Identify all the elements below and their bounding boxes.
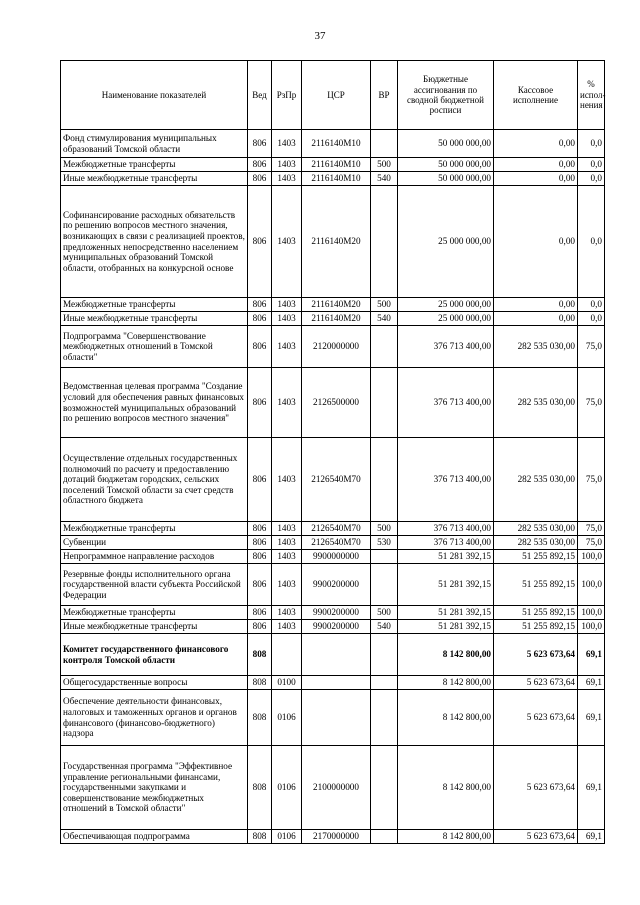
cell-csr: 2100000000 <box>302 746 371 830</box>
cell-cash: 51 255 892,15 <box>494 550 578 564</box>
cell-rzpr: 0106 <box>272 690 302 746</box>
cell-cash: 282 535 030,00 <box>494 522 578 536</box>
table-row <box>61 830 605 844</box>
cell-name: Межбюджетные трансферты <box>61 522 248 536</box>
header-vr: ВР <box>371 61 398 130</box>
table-row <box>61 620 605 634</box>
cell-name: Обеспечивающая подпрограмма <box>61 830 248 844</box>
cell-rzpr: 1403 <box>272 438 302 522</box>
cell-csr: 2116140М20 <box>302 298 371 312</box>
cell-csr: 2116140М20 <box>302 186 371 298</box>
cell-vr: 530 <box>371 536 398 550</box>
cell-percent: 0,0 <box>578 172 605 186</box>
cell-cash: 282 535 030,00 <box>494 536 578 550</box>
cell-vr <box>371 550 398 564</box>
cell-csr: 2116140М10 <box>302 172 371 186</box>
cell-cash: 5 623 673,64 <box>494 634 578 676</box>
table-row <box>61 550 605 564</box>
cell-csr: 9900000000 <box>302 550 371 564</box>
cell-name: Общегосударственные вопросы <box>61 676 248 690</box>
header-budget: Бюджетные ассигнования по сводной бюджетной росписи <box>398 61 494 130</box>
header-csr: ЦСР <box>302 61 371 130</box>
cell-name: Иные межбюджетные трансферты <box>61 172 248 186</box>
cell-ved: 806 <box>248 620 272 634</box>
cell-vr <box>371 438 398 522</box>
cell-csr: 9900200000 <box>302 606 371 620</box>
cell-ved: 808 <box>248 634 272 676</box>
cell-cash: 0,00 <box>494 130 578 158</box>
cell-csr: 2126540М70 <box>302 536 371 550</box>
cell-vr: 500 <box>371 606 398 620</box>
cell-percent: 69,1 <box>578 634 605 676</box>
table-row <box>61 312 605 326</box>
cell-rzpr: 1403 <box>272 564 302 606</box>
cell-rzpr: 1403 <box>272 536 302 550</box>
cell-budget: 25 000 000,00 <box>398 298 494 312</box>
cell-budget: 50 000 000,00 <box>398 158 494 172</box>
cell-cash: 51 255 892,15 <box>494 606 578 620</box>
cell-percent: 75,0 <box>578 536 605 550</box>
cell-vr: 500 <box>371 158 398 172</box>
cell-csr: 2126540М70 <box>302 522 371 536</box>
cell-name: Субвенции <box>61 536 248 550</box>
cell-ved: 806 <box>248 438 272 522</box>
cell-ved: 808 <box>248 690 272 746</box>
cell-ved: 806 <box>248 606 272 620</box>
cell-ved: 806 <box>248 326 272 368</box>
cell-cash: 282 535 030,00 <box>494 326 578 368</box>
cell-rzpr: 1403 <box>272 312 302 326</box>
cell-vr: 500 <box>371 522 398 536</box>
table-row <box>61 298 605 312</box>
cell-budget: 8 142 800,00 <box>398 634 494 676</box>
header-name: Наименование показателей <box>61 61 248 130</box>
cell-budget: 376 713 400,00 <box>398 536 494 550</box>
cell-cash: 51 255 892,15 <box>494 564 578 606</box>
cell-name: Подпрограмма "Совершенствование межбюджетных отношений в Томской области" <box>61 326 248 368</box>
cell-budget: 51 281 392,15 <box>398 550 494 564</box>
cell-vr <box>371 690 398 746</box>
cell-ved: 806 <box>248 368 272 438</box>
cell-csr: 2120000000 <box>302 326 371 368</box>
cell-ved: 806 <box>248 298 272 312</box>
cell-rzpr: 1403 <box>272 130 302 158</box>
cell-percent: 100,0 <box>578 606 605 620</box>
cell-name: Фонд стимулирования муниципальных образований Томской области <box>61 130 248 158</box>
cell-csr <box>302 676 371 690</box>
cell-budget: 51 281 392,15 <box>398 606 494 620</box>
cell-budget: 51 281 392,15 <box>398 564 494 606</box>
cell-csr: 2126500000 <box>302 368 371 438</box>
cell-percent: 75,0 <box>578 522 605 536</box>
cell-name: Межбюджетные трансферты <box>61 298 248 312</box>
cell-rzpr: 1403 <box>272 298 302 312</box>
cell-ved: 806 <box>248 522 272 536</box>
cell-percent: 69,1 <box>578 830 605 844</box>
cell-budget: 376 713 400,00 <box>398 326 494 368</box>
table-row <box>61 326 605 368</box>
cell-name: Непрограммное направление расходов <box>61 550 248 564</box>
cell-csr: 2116140М10 <box>302 130 371 158</box>
cell-name: Осуществление отдельных государственных полномочий по расчету и предоставлению дотаций бюджетам городских, сельских поселений Томской области за счет средств областного бюджета <box>61 438 248 522</box>
table-row <box>61 158 605 172</box>
cell-budget: 376 713 400,00 <box>398 522 494 536</box>
cell-percent: 75,0 <box>578 368 605 438</box>
cell-cash: 51 255 892,15 <box>494 620 578 634</box>
cell-ved: 806 <box>248 130 272 158</box>
cell-ved: 806 <box>248 312 272 326</box>
cell-csr: 2126540М70 <box>302 438 371 522</box>
cell-ved: 806 <box>248 564 272 606</box>
cell-percent: 100,0 <box>578 550 605 564</box>
cell-ved: 806 <box>248 550 272 564</box>
cell-percent: 100,0 <box>578 564 605 606</box>
cell-rzpr: 0106 <box>272 830 302 844</box>
cell-cash: 0,00 <box>494 172 578 186</box>
cell-rzpr: 1403 <box>272 368 302 438</box>
table-row <box>61 186 605 298</box>
cell-ved: 808 <box>248 746 272 830</box>
cell-budget: 51 281 392,15 <box>398 620 494 634</box>
cell-budget: 376 713 400,00 <box>398 368 494 438</box>
cell-csr: 2170000000 <box>302 830 371 844</box>
cell-rzpr: 0100 <box>272 676 302 690</box>
cell-percent: 75,0 <box>578 438 605 522</box>
cell-percent: 69,1 <box>578 746 605 830</box>
cell-vr: 500 <box>371 298 398 312</box>
cell-vr <box>371 634 398 676</box>
cell-name: Государственная программа "Эффективное управление региональными финансами, государственными закупками и совершенствование межбюджетных отношений в Томской области" <box>61 746 248 830</box>
cell-ved: 806 <box>248 158 272 172</box>
cell-cash: 0,00 <box>494 312 578 326</box>
table-row <box>61 438 605 522</box>
cell-name: Комитет государственного финансового контроля Томской области <box>61 634 248 676</box>
table-row <box>61 536 605 550</box>
budget-execution-table <box>60 60 605 844</box>
cell-name: Ведомственная целевая программа "Создание условий для обеспечения равных финансовых возможностей муниципальных образований по решению вопросов местного значения" <box>61 368 248 438</box>
cell-csr <box>302 634 371 676</box>
table-row <box>61 130 605 158</box>
cell-rzpr: 1403 <box>272 158 302 172</box>
table-row <box>61 606 605 620</box>
header-ved: Вед <box>248 61 272 130</box>
cell-cash: 5 623 673,64 <box>494 690 578 746</box>
cell-budget: 25 000 000,00 <box>398 312 494 326</box>
cell-ved: 806 <box>248 536 272 550</box>
cell-name: Иные межбюджетные трансферты <box>61 620 248 634</box>
cell-rzpr: 1403 <box>272 186 302 298</box>
header-percent: % испол-нения <box>578 61 605 130</box>
cell-vr <box>371 676 398 690</box>
cell-ved: 808 <box>248 676 272 690</box>
cell-percent: 69,1 <box>578 690 605 746</box>
cell-percent: 0,0 <box>578 298 605 312</box>
cell-rzpr <box>272 634 302 676</box>
cell-name: Обеспечение деятельности финансовых, налоговых и таможенных органов и органов финансового (финансово-бюджетного) надзора <box>61 690 248 746</box>
cell-vr: 540 <box>371 620 398 634</box>
cell-vr <box>371 186 398 298</box>
cell-ved: 806 <box>248 186 272 298</box>
cell-budget: 8 142 800,00 <box>398 690 494 746</box>
table-row <box>61 676 605 690</box>
cell-csr <box>302 690 371 746</box>
cell-vr <box>371 326 398 368</box>
cell-rzpr: 1403 <box>272 522 302 536</box>
cell-name: Межбюджетные трансферты <box>61 606 248 620</box>
cell-percent: 0,0 <box>578 312 605 326</box>
header-cash: Кассовое исполнение <box>494 61 578 130</box>
cell-budget: 8 142 800,00 <box>398 746 494 830</box>
cell-cash: 282 535 030,00 <box>494 438 578 522</box>
cell-budget: 8 142 800,00 <box>398 676 494 690</box>
cell-name: Софинансирование расходных обязательств по решению вопросов местного значения, возникающих в связи с реализацией проектов, предложенных непосредственно населением муниципальных образований Томской области, отобранных на конкурсной основе <box>61 186 248 298</box>
cell-name: Межбюджетные трансферты <box>61 158 248 172</box>
cell-vr <box>371 130 398 158</box>
cell-cash: 0,00 <box>494 186 578 298</box>
table-row <box>61 172 605 186</box>
cell-rzpr: 0106 <box>272 746 302 830</box>
cell-rzpr: 1403 <box>272 326 302 368</box>
cell-budget: 8 142 800,00 <box>398 830 494 844</box>
cell-percent: 0,0 <box>578 130 605 158</box>
table-row <box>61 746 605 830</box>
cell-budget: 50 000 000,00 <box>398 130 494 158</box>
cell-percent: 0,0 <box>578 186 605 298</box>
cell-percent: 69,1 <box>578 676 605 690</box>
page-number: 37 <box>314 30 326 42</box>
cell-budget: 25 000 000,00 <box>398 186 494 298</box>
cell-name: Иные межбюджетные трансферты <box>61 312 248 326</box>
table-body <box>61 130 605 844</box>
cell-budget: 50 000 000,00 <box>398 172 494 186</box>
cell-percent: 100,0 <box>578 620 605 634</box>
cell-csr: 9900200000 <box>302 564 371 606</box>
cell-csr: 9900200000 <box>302 620 371 634</box>
cell-ved: 806 <box>248 172 272 186</box>
table-row <box>61 634 605 676</box>
cell-csr: 2116140М20 <box>302 312 371 326</box>
cell-rzpr: 1403 <box>272 606 302 620</box>
cell-vr <box>371 830 398 844</box>
table-row <box>61 564 605 606</box>
cell-percent: 75,0 <box>578 326 605 368</box>
table-row <box>61 368 605 438</box>
cell-name: Резервные фонды исполнительного органа государственной власти субъекта Российской Федерации <box>61 564 248 606</box>
cell-budget: 376 713 400,00 <box>398 438 494 522</box>
header-rzpr: РзПр <box>272 61 302 130</box>
cell-cash: 0,00 <box>494 298 578 312</box>
table-row <box>61 522 605 536</box>
cell-vr: 540 <box>371 172 398 186</box>
cell-rzpr: 1403 <box>272 172 302 186</box>
cell-vr: 540 <box>371 312 398 326</box>
cell-vr <box>371 564 398 606</box>
cell-rzpr: 1403 <box>272 620 302 634</box>
cell-vr <box>371 746 398 830</box>
cell-rzpr: 1403 <box>272 550 302 564</box>
cell-vr <box>371 368 398 438</box>
cell-cash: 5 623 673,64 <box>494 746 578 830</box>
cell-ved: 808 <box>248 830 272 844</box>
table-row <box>61 690 605 746</box>
cell-csr: 2116140М10 <box>302 158 371 172</box>
table-header-row <box>61 61 605 130</box>
cell-cash: 282 535 030,00 <box>494 368 578 438</box>
cell-percent: 0,0 <box>578 158 605 172</box>
cell-cash: 5 623 673,64 <box>494 830 578 844</box>
cell-cash: 5 623 673,64 <box>494 676 578 690</box>
cell-cash: 0,00 <box>494 158 578 172</box>
